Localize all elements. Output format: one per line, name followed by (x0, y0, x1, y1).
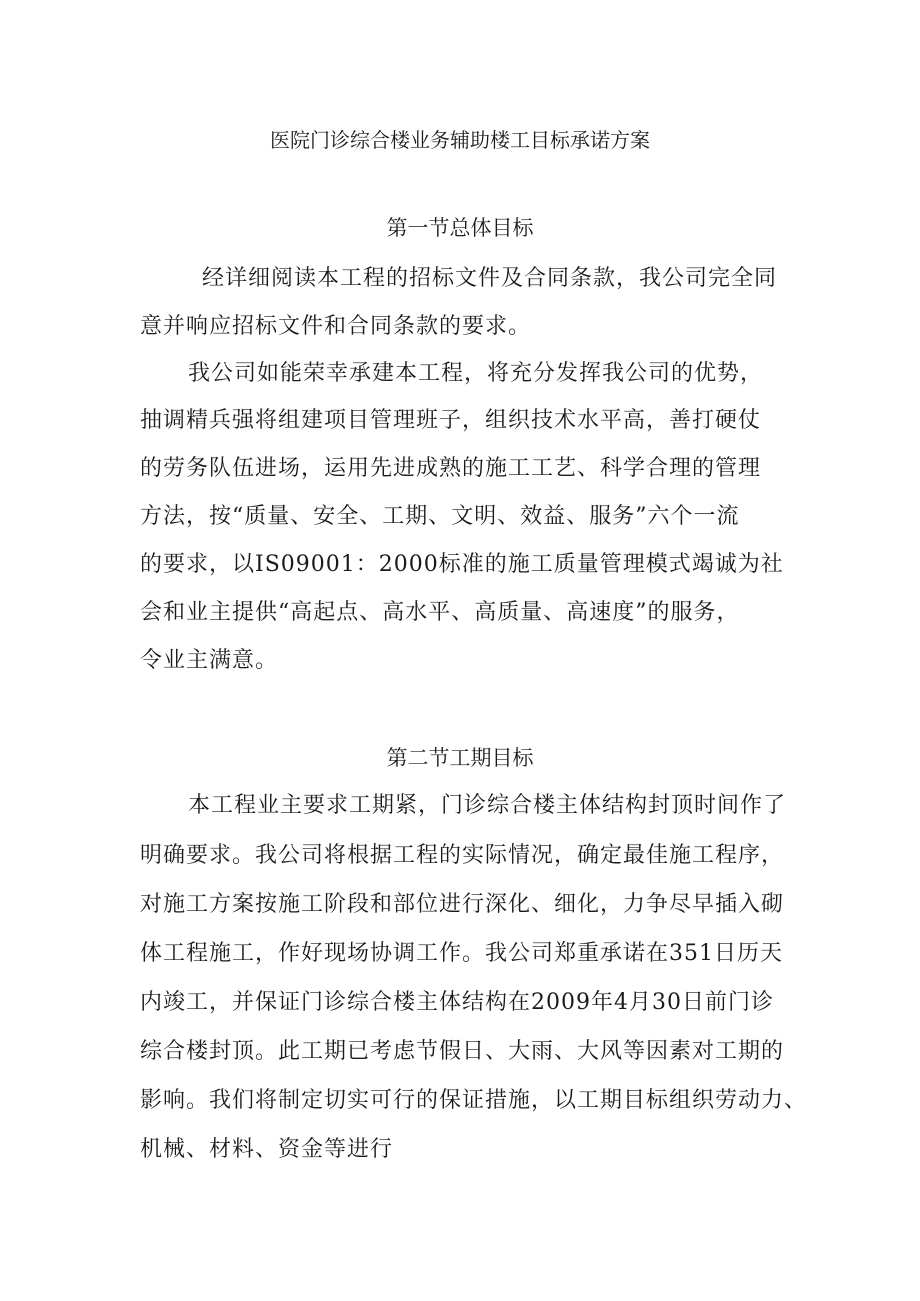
section-2-heading: 第二节工期目标 (386, 746, 534, 770)
section-1-heading: 第一节总体目标 (386, 216, 534, 240)
s1-p2-line-1: 我公司如能荣幸承建本工程，将充分发挥我公司的优势， (188, 361, 764, 386)
s2-p1-line-4: 体工程施工，作好现场协调工作。我公司郑重承诺在351日历天 (140, 941, 783, 966)
s2-p1-line-7: 影响。我们将制定切实可行的保证措施，以工期目标组织劳动力、 (140, 1088, 808, 1113)
s2-p1-line-1: 本工程业主要求工期紧，门诊综合楼主体结构封顶时间作了 (188, 793, 787, 818)
s1-p1-line-1: 经详细阅读本工程的招标文件及合同条款，我公司完全同 (202, 266, 778, 291)
s1-p2-line-5: 的要求，以IS09001：2000标准的施工质量管理模式竭诚为社 (140, 552, 784, 577)
s2-p1-line-5: 内竣工，并保证门诊综合楼主体结构在2009年4月30日前门诊 (140, 990, 774, 1015)
s1-p2-line-6: 会和业主提供“高起点、高水平、高质量、高速度”的服务， (140, 600, 740, 625)
s1-p1-line-2: 意并响应招标文件和合同条款的要求。 (140, 314, 532, 339)
s2-p1-line-3: 对施工方案按施工阶段和部位进行深化、细化，力争尽早插入砌 (140, 892, 785, 917)
document-title: 医院门诊综合楼业务辅助楼工目标承诺方案 (270, 128, 650, 152)
s1-p2-line-4: 方法，按“质量、安全、工期、文明、效益、服务”六个一流 (140, 504, 740, 529)
s1-p2-line-3: 的劳务队伍进场，运用先进成熟的施工工艺、科学合理的管理 (140, 456, 762, 481)
s2-p1-line-8: 机械、材料、资金等进行 (140, 1137, 394, 1162)
s1-p2-line-7: 令业主满意。 (140, 648, 279, 673)
s2-p1-line-6: 综合楼封顶。此工期已考虑节假日、大雨、大风等因素对工期的 (140, 1039, 785, 1064)
s1-p2-line-2: 抽调精兵强将组建项目管理班子，组织技术水平高，善打硬仗 (140, 408, 762, 433)
s2-p1-line-2: 明确要求。我公司将根据工程的实际情况，确定最佳施工程序， (140, 843, 785, 868)
